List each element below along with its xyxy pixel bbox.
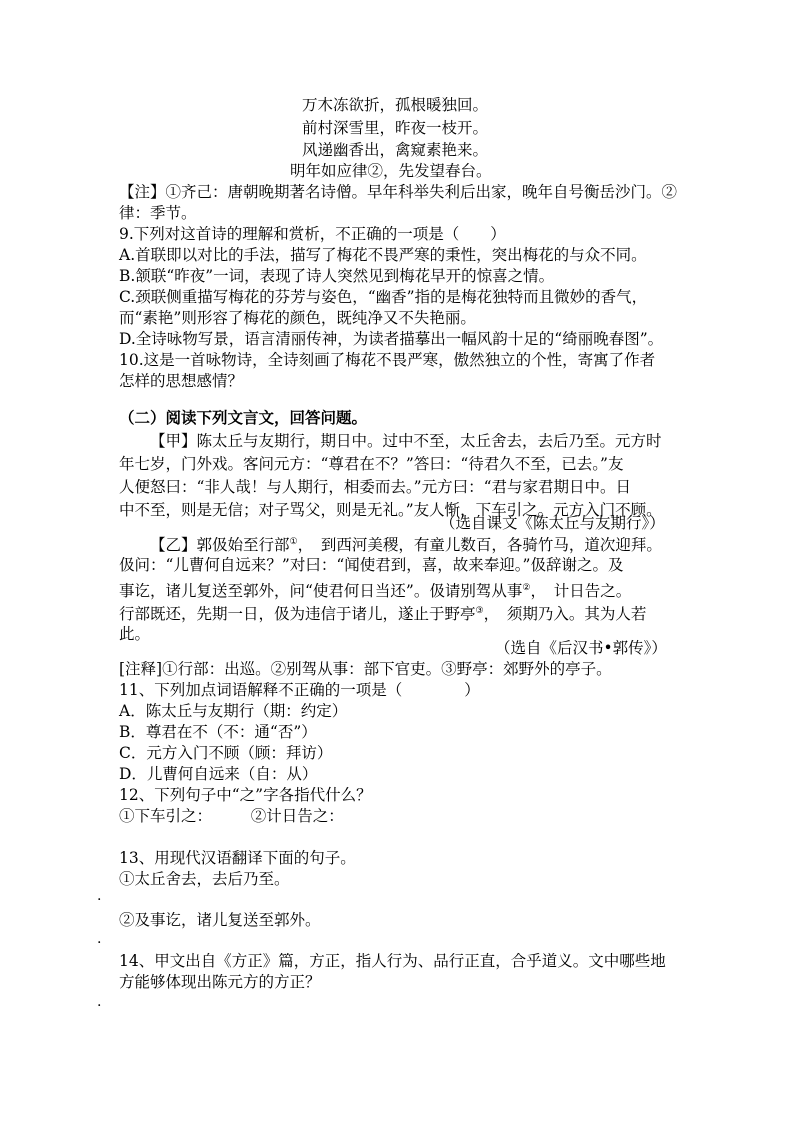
q14-line-1: 14、甲文出自《方正》篇，方正，指人行为、品行正直，合乎道义。文中哪些地 [119,952,666,970]
q13-sentence-1: ①太丘舍去，去后乃至。 [119,870,290,888]
yi-line-3-text-b: ， 计日告之。 [530,582,632,601]
answer-dot-2: . [97,931,102,947]
yi-line-1 [150,532,662,555]
yi-line-5: 此。 [119,625,151,643]
yi-line-4-text: 行部既还，先期一日，伋为违信于诸儿，遂止于野亭 [119,605,476,624]
q10-line-2: 怎样的思想感情？ [119,372,244,390]
q9-stem: 9.下列对这首诗的理解和赏析，不正确的一项是（ ） [119,225,506,243]
footnote-ref-3: ③ [475,606,484,616]
poem-note-line-1: 【注】①齐己：唐朝晚期著名诗僧。早年科举失利后出家，晚年自号衡岳沙门。② [119,183,678,201]
q14-line-2: 方能够体现出陈元方的方正？ [119,973,321,991]
q12-items: ①下车引之： ②计日告之： [119,807,344,825]
jia-line-1: 【甲】陈太丘与友期行，期日中。过中不至，太丘舍去，去后乃至。元方时 [150,432,662,450]
q11-stem: 11、下列加点词语解释不正确的一项是（ ） [119,681,480,699]
poem-line-1: 万木冻欲折，孤根暖独回。 [302,96,489,114]
section-heading: （二）阅读下列文言文，回答问题。 [119,408,368,427]
footnote-ref-2: ② [522,583,531,593]
jia-line-2: 年七岁，门外戏。客问元方：“尊君在不？”答曰：“待君久不至，已去。”友 [119,455,624,473]
q9-option-c-line-2: 而“素艳”则形容了梅花的颜色，既纯净又不失艳丽。 [119,309,476,327]
yi-line-4-text-b: ， 须期乃入。其为人若 [483,605,647,624]
q11-option-d: D．儿曹何自远来（自：从） [119,765,318,783]
jia-source: （选自课文《陈太丘与友期行》） [440,514,665,532]
q13-stem: 13、用现代汉语翻译下面的句子。 [119,849,356,867]
yi-line-4 [119,601,646,624]
q9-option-b: B.颔联“昨夜”一词，表现了诗人突然见到梅花早开的惊喜之情。 [119,267,555,285]
yi-source: （选自《后汉书•郭传》） [495,639,667,657]
jia-line-3: 人便怒曰：“非人哉！与人期行，相委而去。”元方曰：“君与家君期日中。日 [119,478,632,496]
poem-line-2: 前村深雪里，昨夜一枝开。 [302,119,489,137]
poem-note-line-2: 律：季节。 [119,204,197,222]
q9-option-a: A.首联即以对比的手法，描写了梅花不畏严寒的秉性，突出梅花的与众不同。 [119,246,647,264]
q10-line-1: 10.这是一首咏物诗，全诗刻画了梅花不畏严寒，傲然独立的个性，寄寓了作者 [119,351,656,369]
q12-stem: 12、下列句子中“之”字各指代什么？ [119,786,372,804]
yi-line-1-text-b: ， 到西河美稷，有童儿数百，各骑竹马，道次迎拜。 [297,536,662,555]
footnote-ref-1: ① [289,537,298,547]
yi-line-3-text: 事讫，诸儿复送至郭外，问“使君何日当还”。伋请别驾从事 [119,582,523,601]
yi-line-1-text: 【乙】郭伋始至行部 [150,536,290,555]
yi-annotation: [注释]①行部：出巡。②别驾从事：部下官吏。③野亭：郊野外的亭子。 [119,660,612,678]
q11-option-a: A．陈太丘与友期行（期：约定） [119,702,348,720]
jia-line-4: 中不至，则是无信；对子骂父，则是无礼。”友人惭，下车引之。元方入门不顾。 [119,501,662,519]
answer-dot-3: . [97,994,102,1010]
yi-line-3 [119,578,631,601]
q13-sentence-2: ②及事讫，诸儿复送至郭外。 [119,911,321,929]
q11-option-b: B．尊君在不（不：通“否”） [119,723,317,741]
q11-option-c: C．元方入门不顾（顾：拜访） [119,744,333,762]
q9-option-d: D.全诗咏物写景，语言清丽传神，为读者描摹出一幅风韵十足的“绮丽晚春图”。 [119,330,664,348]
poem-line-3: 风递幽香出，禽窥素艳来。 [302,141,489,159]
poem-line-4: 明年如应律②，先发望春台。 [290,162,492,180]
answer-dot-1: . [97,888,102,904]
q9-option-c-line-1: C.颈联侧重描写梅花的芬芳与姿色，“幽香”指的是梅花独特而且微妙的香气， [119,288,648,306]
yi-line-2: 伋问：“儿曹何自远来？”对曰：“闻使君到，喜，故来奉迎。”伋辞谢之。及 [119,556,624,574]
